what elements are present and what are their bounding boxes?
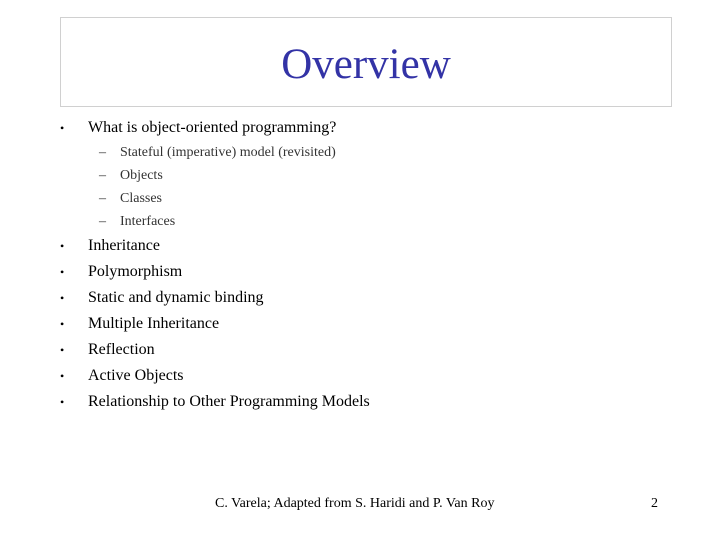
bullet-marker: • [60,265,65,279]
bullet-text: What is object-oriented programming? [88,119,337,136]
bullet-text: Reflection [88,341,155,358]
dash-marker: – [99,145,106,160]
dash-marker: – [99,214,106,229]
bullet-text: Static and dynamic binding [88,289,264,306]
dash-marker: – [99,191,106,206]
sub-text: Stateful (imperative) model (revisited) [120,145,336,160]
slide-title: Overview [281,40,451,88]
page-number: 2 [651,496,658,511]
bullet-text: Inheritance [88,237,160,254]
bullet-marker: • [60,317,65,331]
slide-footer: C. Varela; Adapted from S. Haridi and P. Van Roy [215,496,495,511]
bullet-marker: • [60,395,65,409]
bullet-text: Relationship to Other Programming Models [88,393,370,410]
bullet-text: Active Objects [88,367,184,384]
bullet-marker: • [60,291,65,305]
bullet-marker: • [60,343,65,357]
bullet-text: Multiple Inheritance [88,315,220,332]
sub-text: Classes [120,191,162,206]
title-box [60,17,672,107]
bullet-marker: • [60,369,65,383]
sub-text: Interfaces [120,214,176,229]
bullet-marker: • [60,121,65,135]
bullet-marker: • [60,239,65,253]
bullet-text: Polymorphism [88,263,183,280]
dash-marker: – [99,168,106,183]
sub-text: Objects [120,168,163,183]
